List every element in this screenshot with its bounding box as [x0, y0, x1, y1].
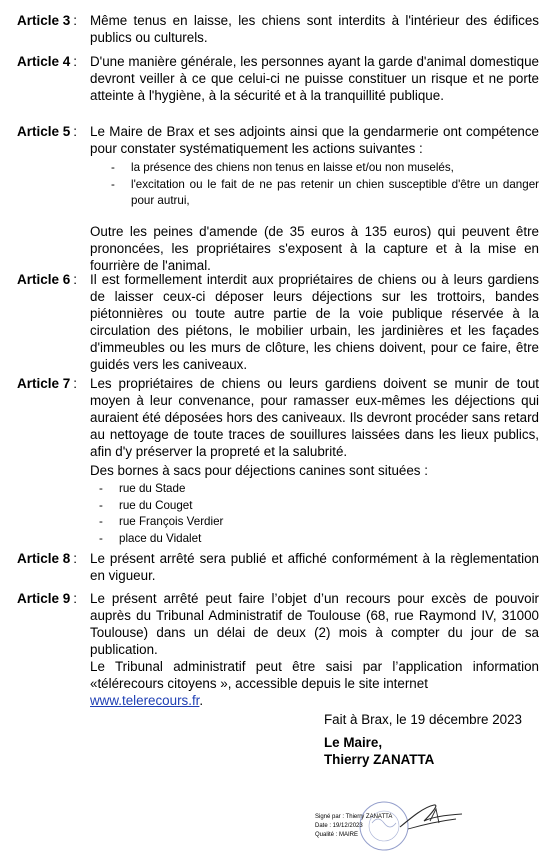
article-text: Le Tribunal administratif peut être saisi par l’application information «télérecours citoyens », accessible depuis le site internet	[90, 659, 539, 691]
mayor-title: Le Maire,	[324, 735, 383, 750]
article-text: Il est formellement interdit aux propriétaires de chiens ou à leurs gardiens de laisser ceux-ci déposer leurs déjections sur les trottoirs, bandes piétonnières ou toute autre partie de la voie publique réservée à la circulation des piétons, le mobilier urbain, les jardinières et les façades d'immeubles ou les murs de clôture, les chiens doivent, pour ce faire, être guidés vers les caniveaux.	[90, 272, 539, 372]
list-item: - rue du Stade	[99, 482, 186, 495]
bag-stations-list	[99, 481, 539, 547]
article-body	[90, 271, 539, 373]
article-body	[90, 12, 539, 46]
article-text: Le présent arrêté peut faire l’objet d’un recours pour excès de pouvoir auprès du Tribunal Administratif de Toulouse (68, rue Raymond IV, 31000 Toulouse) dans un délai de deux (2) mois à compter du jour de sa publication.	[90, 591, 539, 657]
list-item: - rue du Couget	[99, 498, 193, 512]
list-item: - rue François Verdier	[99, 515, 224, 528]
list-item: - place du Vidalet	[99, 531, 202, 545]
article-body	[90, 123, 539, 274]
electronic-signature	[312, 799, 492, 853]
article-label: Article 7 :	[17, 376, 78, 391]
article-text: Le Maire de Brax et ses adjoints ainsi que la gendarmerie ont compétence pour constater systématiquement les actions suivantes :	[90, 124, 539, 156]
article-text: D'une manière générale, les personnes ayant la garde d'animal domestique devront veiller à ce que celui-ci ne puisse constituer un risque et ne porte atteinte à l'hygiène, à la sécurité et à la tranquillité publique.	[90, 54, 539, 103]
list-item: - la présence des chiens non tenus en laisse et/ou non muselés,	[111, 161, 454, 174]
article-body	[90, 53, 539, 104]
article-label: Article 9 :	[17, 591, 78, 606]
closing-place-date: Fait à Brax, le 19 décembre 2023	[324, 712, 522, 727]
article-text: Des bornes à sacs pour déjections canines sont situées :	[90, 463, 428, 478]
infraction-list	[111, 160, 539, 210]
article-body	[90, 375, 539, 547]
article-text: Même tenus en laisse, les chiens sont interdits à l'intérieur des édifices publics ou culturels.	[90, 13, 539, 45]
article-label: Article 8 :	[17, 551, 78, 566]
article-text: Le présent arrêté sera publié et affiché conformément à la règlementation en vigueur.	[90, 551, 539, 583]
telerecours-link[interactable]: www.telerecours.fr	[90, 693, 200, 708]
article-label: Article 5 :	[17, 124, 78, 139]
mayor-name: Thierry ZANATTA	[324, 752, 435, 767]
list-item: - l'excitation ou le fait de ne pas retenir un chien susceptible d'être un danger pour autrui,	[111, 177, 539, 207]
article-label: Article 6 :	[17, 272, 78, 287]
article-text: Les propriétaires de chiens ou leurs gardiens doivent se munir de tout moyen à leur convenance, pour ramasser eux-mêmes les déjections qui auraient été déposées hors des caniveaux. Ils devront procéder sans retard au nettoyage de toute traces de souillures laissées dans les lieux publics, afin d'y préserver la propreté et la salubrité.	[90, 376, 539, 459]
link-period: .	[199, 693, 204, 708]
signed-by: Signé par : Thierry ZANATTA	[315, 814, 393, 820]
article-label: Article 3 :	[17, 13, 78, 28]
article-body	[90, 590, 539, 709]
signature-quality: Qualité : MAIRE	[315, 832, 359, 838]
article-label: Article 4 :	[17, 54, 78, 69]
article-text: Outre les peines d'amende (de 35 euros à 135 euros) qui peuvent être prononcées, les propriétaires s'exposent à la capture et à la mise en fourrière de l'animal.	[90, 223, 539, 273]
signature-date: Date : 19/12/2023	[315, 823, 363, 829]
article-body	[90, 550, 539, 584]
